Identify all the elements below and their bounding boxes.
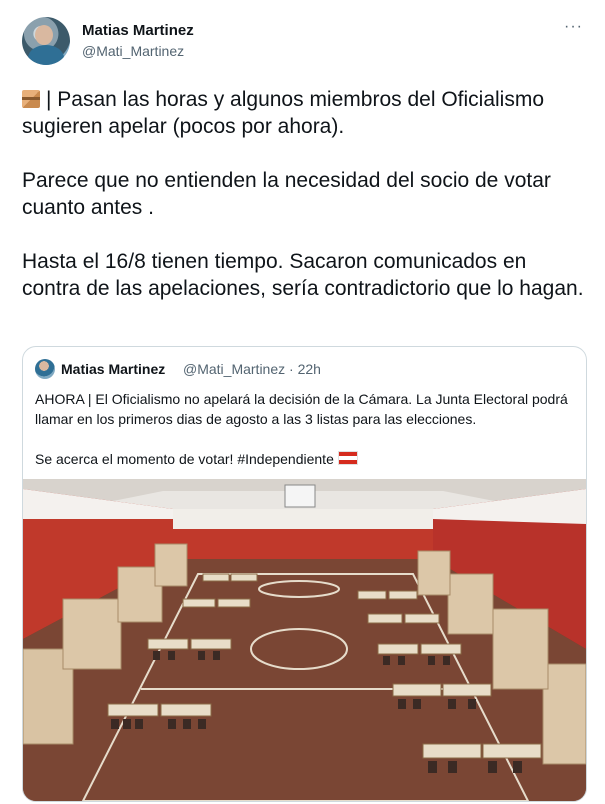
- voting-booth: [493, 609, 548, 689]
- chair: [448, 761, 457, 773]
- tweet-paragraph-1: | Pasan las horas y algunos miembros del Oficialismo sugieren apelar (pocos por ahora).: [22, 88, 545, 138]
- chair: [398, 699, 406, 709]
- chair: [213, 651, 220, 660]
- chair: [448, 699, 456, 709]
- chair: [383, 656, 390, 665]
- chair: [398, 656, 405, 665]
- voting-booth: [418, 551, 450, 595]
- chair: [135, 719, 143, 729]
- table: [405, 614, 439, 623]
- quoted-paragraph-2: Se acerca el momento de votar! #Independiente: [35, 449, 575, 469]
- quoted-tweet[interactable]: [22, 346, 587, 802]
- avatar-face: [35, 25, 53, 45]
- quoted-media-photo[interactable]: [23, 479, 586, 801]
- chair: [168, 651, 175, 660]
- chair: [488, 761, 497, 773]
- chair: [428, 656, 435, 665]
- chair: [413, 699, 421, 709]
- table: [161, 704, 211, 716]
- more-options-icon[interactable]: ···: [564, 18, 583, 35]
- author-handle[interactable]: @Mati_Martinez: [82, 43, 185, 59]
- quoted-author-avatar: [35, 359, 55, 379]
- avatar-body: [28, 45, 64, 65]
- table: [191, 639, 231, 649]
- table: [231, 574, 257, 581]
- austria-flag-icon: [338, 451, 358, 465]
- author-display-name[interactable]: Matias Martinez: [82, 22, 194, 39]
- quoted-paragraph-1: AHORA | El Oficialismo no apelará la decisión de la Cámara. La Junta Electoral podrá llamar en los primeros dias de agosto a las 3 listas para las elecciones.: [35, 391, 568, 427]
- voting-booth: [63, 599, 121, 669]
- table: [483, 744, 541, 758]
- tweet-paragraph-3: Hasta el 16/8 tienen tiempo. Sacaron comunicados en contra de las apelaciones, sería contradictorio que lo hagan.: [22, 250, 584, 300]
- chair: [198, 719, 206, 729]
- author-avatar[interactable]: [22, 17, 70, 65]
- tweet-text: [22, 86, 587, 329]
- table: [443, 684, 491, 696]
- chair: [428, 761, 437, 773]
- basketball-hoop: [285, 485, 315, 507]
- table: [358, 591, 386, 599]
- voting-booth: [543, 664, 586, 764]
- quoted-author-meta: @Mati_Martinez · 22h: [183, 361, 321, 377]
- chair: [168, 719, 176, 729]
- table: [203, 574, 229, 581]
- table: [423, 744, 481, 758]
- table: [393, 684, 441, 696]
- chair: [111, 719, 119, 729]
- table: [389, 591, 417, 599]
- table: [108, 704, 158, 716]
- table: [148, 639, 188, 649]
- back-wall-red: [173, 529, 433, 559]
- chair: [183, 719, 191, 729]
- chair: [153, 651, 160, 660]
- ballot-box-icon: [22, 90, 40, 108]
- table: [218, 599, 250, 607]
- quoted-text: [35, 389, 575, 489]
- gym-voting-room-photo: [23, 479, 586, 801]
- table: [368, 614, 402, 623]
- chair: [198, 651, 205, 660]
- chair: [443, 656, 450, 665]
- chair: [513, 761, 522, 773]
- chair: [123, 719, 131, 729]
- voting-booth: [155, 544, 187, 586]
- quoted-author-name: Matias Martinez: [61, 361, 166, 377]
- voting-booth: [448, 574, 493, 634]
- tweet-paragraph-2: Parece que no entienden la necesidad del socio de votar cuanto antes .: [22, 169, 551, 219]
- table: [183, 599, 215, 607]
- table: [378, 644, 418, 654]
- table: [421, 644, 461, 654]
- chair: [468, 699, 476, 709]
